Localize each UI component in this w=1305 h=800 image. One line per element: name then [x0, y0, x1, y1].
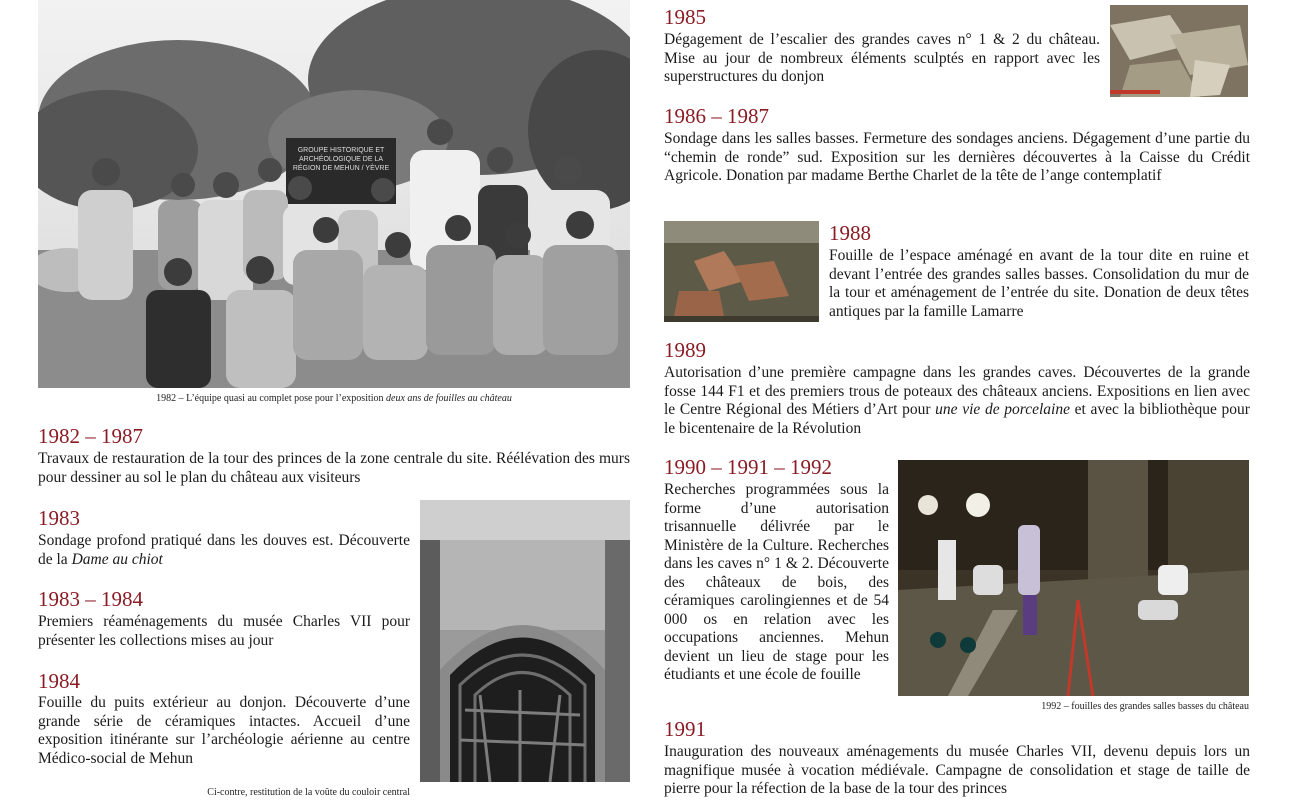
- year-1990-1992: 1990 – 1991 – 1992: [664, 455, 832, 479]
- text-1983-body: Sondage profond pratiqué dans les douves est. Découverte de la: [38, 532, 410, 568]
- vault-caption: Ci-contre, restitution de la voûte du couloir central: [207, 787, 410, 798]
- text-1989-italic: une vie de porcelaine: [935, 401, 1070, 418]
- text-1983-1984: Premiers réaménagements du musée Charles VII pour présenter les collections mises au jour: [38, 613, 410, 649]
- caption-italic: deux ans de fouilles au château: [386, 393, 512, 404]
- year-1983-1984: 1983 – 1984: [38, 587, 143, 611]
- text-1983: [38, 532, 410, 569]
- team-photo-caption: [38, 393, 630, 405]
- year-1985: 1985: [664, 5, 706, 29]
- sculpted-elements-photo: [1110, 5, 1248, 97]
- text-1984: Fouille du puits extérieur au donjon. Découverte d’une grande série de céramiques intactes. Accueil d’une exposition itinérante sur l’archéologie aérienne au centre Médico-social de Mehun: [38, 694, 410, 767]
- text-1990-1992: Recherches programmées sous la forme d’une autorisation trisannuelle délivrée par le Ministère de la Culture. Recherches dans les caves n° 1 & 2. Découverte des châteaux de bois, des céramiques carolingiennes et de 54 000 os en relation avec les occupations anciennes. Mehun devient un lieu de stage pour les étudiants et une école de fouille: [664, 481, 889, 683]
- text-1982-1987: Travaux de restauration de la tour des princes de la zone centrale du site. Réélévation des murs pour dessiner au sol le plan du château aux visiteurs: [38, 450, 630, 486]
- year-1984: 1984: [38, 669, 80, 693]
- text-1988: Fouille de l’espace aménagé en avant de la tour dite en ruine et devant l’entrée des grandes salles basses. Consolidation du mur de la tour et aménagement de l’entrée du site. Donation de deux têtes antiques par la famille Lamarre: [829, 247, 1249, 320]
- caption-text: 1982 – L’équipe quasi au complet pose pour l’exposition: [156, 393, 387, 404]
- text-1983-italic: Dame au chiot: [71, 550, 163, 568]
- vault-photo: [420, 500, 630, 782]
- text-1989: [664, 364, 1250, 438]
- text-1985: Dégagement de l’escalier des grandes caves n° 1 & 2 du château. Mise au jour de nombreux éléments sculptés en rapport avec les superstructures du donjon: [664, 31, 1100, 85]
- dig-photo-caption: 1992 – fouilles des grandes salles basses du château: [1041, 701, 1249, 712]
- dig-1992-photo: [898, 460, 1249, 696]
- year-1982-1987: 1982 – 1987: [38, 424, 143, 448]
- text-1986-1987: Sondage dans les salles basses. Fermeture des sondages anciens. Dégagement d’une partie du “chemin de ronde” sud. Exposition sur les dernières découvertes à la Caisse du Crédit Agricole. Donation par madame Berthe Charlet de la tête de l’ange contemplatif: [664, 130, 1250, 184]
- sign-line-2: ARCHÉOLOGIQUE DE LA: [298, 156, 384, 163]
- year-1986-1987: 1986 – 1987: [664, 104, 769, 128]
- sign-line-3: RÉGION DE MEHUN / YÈVRE: [292, 165, 390, 172]
- year-1988: 1988: [829, 221, 871, 245]
- sign-line-1: GROUPE HISTORIQUE ET: [297, 147, 385, 154]
- text-1991: Inauguration des nouveaux aménagements du musée Charles VII, devenu depuis lors un magnifique musée à vocation médiévale. Campagne de consolidation et stage de taille de pierre pour la réfection de la base de la tour des princes: [664, 743, 1250, 797]
- year-1989: 1989: [664, 338, 706, 362]
- text-1989-end: et avec la bibliothèque pour le bicentenaire de la Révolution: [664, 401, 1250, 437]
- year-1991: 1991: [664, 717, 706, 741]
- year-1983: 1983: [38, 506, 80, 530]
- text-1989-body: Autorisation d’une première campagne dans les grandes caves. Découvertes de la grande fosse 144 F1 et des premiers trous de poteaux des châteaux anciens. Expositions en lien avec le Centre Régional des Métiers d’Art pour: [664, 364, 1250, 418]
- excavation-1988-photo: [664, 221, 819, 322]
- team-photo-1982: [38, 0, 630, 388]
